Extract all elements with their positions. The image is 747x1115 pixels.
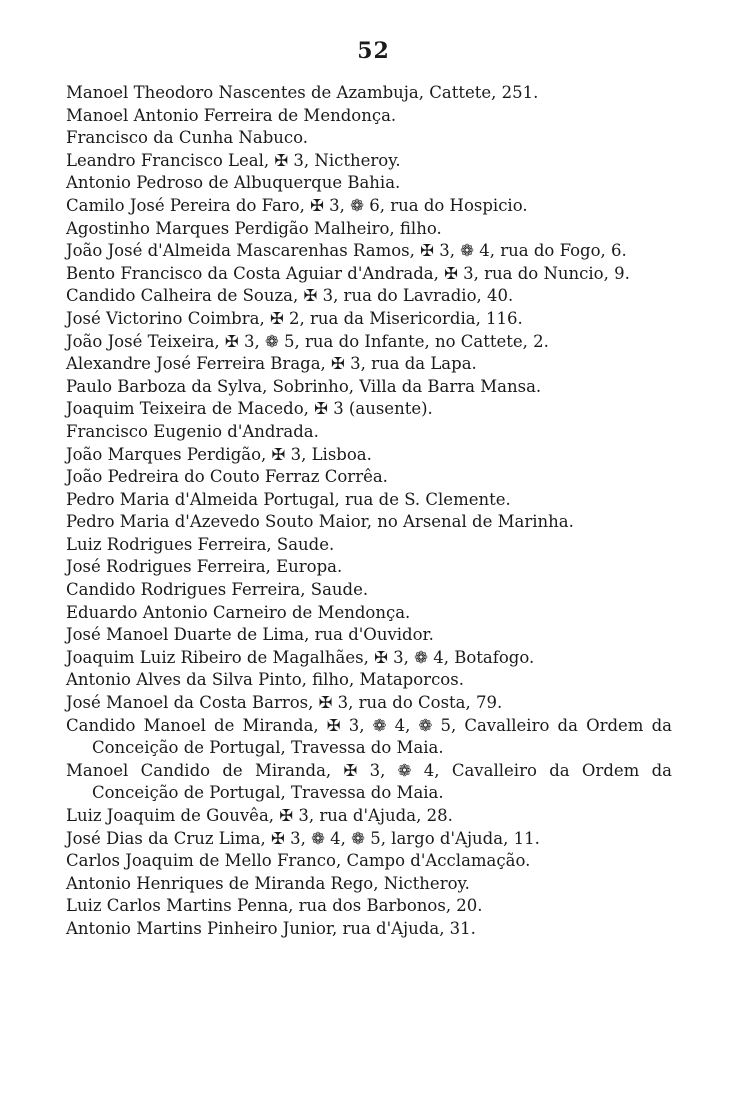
list-entry: João Pedreira do Couto Ferraz Corrêa. bbox=[66, 467, 388, 487]
list-entry: Candido Manoel de Miranda, ✠ 3, ❁ 4, ❁ 5, Cavalleiro da Ordem da Conceição de Portugal, Travessa do Maia. bbox=[66, 715, 672, 758]
list-entry: Joaquim Teixeira de Macedo, ✠ 3 (ausente). bbox=[66, 399, 433, 419]
list-entry: José Victorino Coimbra, ✠ 2, rua da Misericordia, 116. bbox=[66, 308, 523, 328]
list-entry: Paulo Barboza da Sylva, Sobrinho, Villa da Barra Mansa. bbox=[66, 376, 542, 396]
list-entry: João José Teixeira, ✠ 3, ❁ 5, rua do Infante, no Cattete, 2. bbox=[66, 331, 549, 351]
list-entry: Francisco Eugenio d'Andrada. bbox=[66, 421, 319, 441]
list-entry: Antonio Martins Pinheiro Junior, rua d'Ajuda, 31. bbox=[66, 918, 476, 938]
list-entry: Antonio Pedroso de Albuquerque Bahia. bbox=[66, 173, 401, 193]
list-entry: José Manoel Duarte de Lima, rua d'Ouvidor. bbox=[66, 625, 434, 645]
list-entry: Manoel Theodoro Nascentes de Azambuja, Cattete, 251. bbox=[66, 83, 539, 102]
list-entry: Pedro Maria d'Almeida Portugal, rua de S. Clemente. bbox=[66, 489, 511, 509]
list-entry: Manoel Candido de Miranda, ✠ 3, ❁ 4, Cavalleiro da Ordem da Conceição de Portugal, Travessa do Maia. bbox=[66, 760, 672, 803]
list-entry: João José d'Almeida Mascarenhas Ramos, ✠ 3, ❁ 4, rua do Fogo, 6. bbox=[66, 241, 627, 261]
list-entry: José Rodrigues Ferreira, Europa. bbox=[66, 557, 343, 577]
list-entry: Candido Rodrigues Ferreira, Saude. bbox=[66, 580, 369, 600]
list-entry: Antonio Alves da Silva Pinto, filho, Mataporcos. bbox=[66, 670, 464, 690]
list-entry: Manoel Antonio Ferreira de Mendonça. bbox=[66, 105, 397, 125]
list-entry: Bento Francisco da Costa Aguiar d'Andrada, ✠ 3, rua do Nuncio, 9. bbox=[66, 263, 630, 283]
list-entry: Luiz Joaquim de Gouvêa, ✠ 3, rua d'Ajuda, 28. bbox=[66, 806, 453, 825]
list-entry: Agostinho Marques Perdigão Malheiro, filho. bbox=[66, 218, 442, 238]
list-entry: Leandro Francisco Leal, ✠ 3, Nictheroy. bbox=[66, 150, 401, 170]
list-entry: Alexandre José Ferreira Braga, ✠ 3, rua da Lapa. bbox=[66, 354, 477, 374]
list-entry: João Marques Perdigão, ✠ 3, Lisboa. bbox=[66, 444, 372, 464]
list-entry: Carlos Joaquim de Mello Franco, Campo d'Acclamação. bbox=[66, 851, 531, 871]
page-number: 52 bbox=[357, 38, 390, 64]
list-entry: Luiz Carlos Martins Penna, rua dos Barbonos, 20. bbox=[66, 896, 483, 916]
list-entry: José Manoel da Costa Barros, ✠ 3, rua do Costa, 79. bbox=[66, 693, 503, 713]
list-entry: Pedro Maria d'Azevedo Souto Maior, no Arsenal de Marinha. bbox=[66, 512, 574, 532]
list-entry: Francisco da Cunha Nabuco. bbox=[66, 128, 309, 148]
member-list bbox=[66, 82, 672, 941]
list-entry: Antonio Henriques de Miranda Rego, Nictheroy. bbox=[66, 873, 470, 893]
list-entry: José Dias da Cruz Lima, ✠ 3, ❁ 4, ❁ 5, largo d'Ajuda, 11. bbox=[66, 828, 540, 848]
list-entry: Joaquim Luiz Ribeiro de Magalhães, ✠ 3, ❁ 4, Botafogo. bbox=[66, 647, 535, 667]
list-entry: Eduardo Antonio Carneiro de Mendonça. bbox=[66, 602, 411, 622]
list-entry: Candido Calheira de Souza, ✠ 3, rua do Lavradio, 40. bbox=[66, 286, 514, 306]
list-entry: Camilo José Pereira do Faro, ✠ 3, ❁ 6, rua do Hospicio. bbox=[66, 195, 528, 215]
list-entry: Luiz Rodrigues Ferreira, Saude. bbox=[66, 534, 335, 554]
